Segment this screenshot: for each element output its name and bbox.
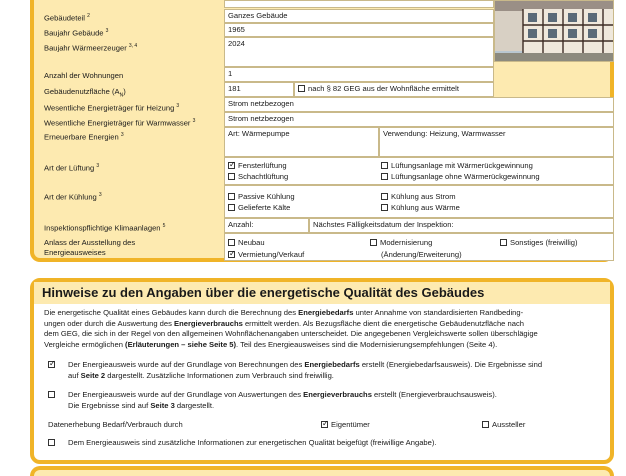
option-label: Schachtlüftung [238, 172, 289, 181]
area-option-label: nach § 82 GEG aus der Wohnfläche ermittelt [308, 84, 459, 93]
zusatzinfo-text: Dem Energieausweis sind zusätzliche Informationen zur energetischen Qualität beigefügt (freiwillige Angabe). [68, 438, 437, 447]
option-label: Lüftungsanlage ohne Wärmerückgewinnung [391, 172, 540, 181]
option-label: Lüftungsanlage mit Wärmerückgewinnung [391, 161, 533, 170]
checkbox[interactable] [228, 173, 235, 180]
option-label: Modernisierung [380, 238, 433, 247]
verbrauchsausweis-text-2 [68, 401, 214, 412]
label-warmwasser: Wesentliche Energieträger für Warmwasser [44, 118, 191, 128]
value-erneuerbare-verwendung: Verwendung: Heizung, Warmwasser [379, 127, 614, 157]
option-zusatzinfo[interactable] [48, 438, 58, 449]
option-label: Gelieferte Kälte [238, 203, 291, 212]
text: dem GEG, die sich in der Regel von den allgemeinen Wohnflächenangaben unterscheidet. Die angegebenen Vergleichswerte sollen überschlägige [44, 329, 538, 338]
label-lueftung: Art der Lüftung [44, 163, 95, 173]
text: dargestellt. Zusätzliche Informationen zum Verbrauch sind freiwillig. [105, 371, 334, 380]
para-line [44, 340, 604, 351]
next-section-frame [30, 466, 614, 476]
label-klimaanlagen: Inspektionspflichtige Klimaanlagen [44, 223, 161, 233]
text: Der Energieausweis wurde auf der Grundlage von Berechnungen des [68, 360, 305, 369]
text: dargestellt. [174, 401, 215, 410]
checkbox[interactable] [381, 173, 388, 180]
sub: N [119, 92, 124, 99]
option-sonstiges[interactable] [500, 238, 578, 247]
verbrauchsausweis-text-1 [68, 390, 497, 401]
label-gebaeudeteil: Gebäudeteil [44, 13, 85, 23]
notes-title: Hinweise zu den Angaben über die energetische Qualität des Gebäudes [34, 282, 610, 304]
option-label: Aussteller [492, 420, 526, 429]
option-passive-kuehlung[interactable] [228, 192, 295, 201]
option-kuehlung-strom[interactable] [381, 192, 456, 201]
kuehlung-options [224, 185, 614, 218]
label-anlass-1: Anlass der Ausstellung des [44, 238, 136, 247]
checkbox[interactable] [500, 239, 507, 246]
option-label: Neubau [238, 238, 265, 247]
para-line [44, 308, 604, 319]
checkbox[interactable] [48, 391, 55, 398]
text: auf [68, 371, 81, 380]
label-anzahl-wohnungen: Anzahl der Wohnungen [44, 71, 124, 80]
text: unter Annahme von standardisierten Randbeding- [353, 308, 524, 317]
notes-paragraph [44, 308, 604, 350]
sup: 3 [120, 132, 124, 138]
checkbox[interactable] [48, 439, 55, 446]
sup: 3 [98, 192, 102, 198]
bedarfsausweis-text-2 [68, 371, 334, 382]
text: Vergleiche ermöglichen [44, 339, 126, 349]
text: erstellt (Energiebedarfsausweis). Die Ergebnisse sind [359, 360, 543, 369]
option-gelieferte-kaelte[interactable] [228, 203, 290, 212]
text-bold: Energieverbrauchs [174, 318, 243, 328]
checkbox[interactable] [228, 204, 235, 211]
checkbox[interactable] [228, 193, 235, 200]
house-photo-image [495, 1, 614, 62]
option-schachtlueftung[interactable] [228, 172, 288, 181]
option-lueftungsanlage-mit[interactable] [381, 161, 533, 170]
option-label: Fensterlüftung [238, 161, 287, 170]
label-erneuerbare: Erneuerbare Energien [44, 132, 119, 142]
sup: 3 [192, 118, 196, 124]
checkbox[interactable] [370, 239, 377, 246]
label-heizung: Wesentliche Energieträger für Heizung [44, 103, 175, 113]
building-photo [494, 0, 614, 62]
option-label: Vermietung/Verkauf [238, 250, 305, 259]
option-lueftungsanlage-ohne[interactable] [381, 172, 540, 181]
text-bold: Energiebedarfs [304, 360, 360, 369]
option-fensterlueftung[interactable] [228, 161, 287, 170]
checkbox[interactable] [482, 421, 489, 428]
survey-label: Datenerhebung Bedarf/Verbrauch durch [48, 420, 183, 429]
label-baujahr-waermeerzeuger: Baujahr Wärmeerzeuger [44, 43, 127, 53]
value-baujahr-waermeerzeuger: 2024 [224, 37, 494, 67]
value-klima-faelligkeit: Nächstes Fälligkeitsdatum der Inspektion: [309, 218, 614, 233]
value-nutzflaeche: 181 [224, 82, 294, 97]
para-line [44, 329, 604, 340]
text-bold: (Erläuterungen – siehe Seite 5) [125, 339, 237, 349]
text: Die Ergebnisse sind auf [68, 401, 151, 410]
para-line [44, 319, 604, 330]
text: ungen oder durch die Auswertung des [44, 318, 175, 328]
text-bold: Seite 3 [150, 401, 175, 410]
text-bold: Seite 2 [80, 371, 106, 380]
option-verbrauchsausweis[interactable] [48, 390, 58, 401]
option-label: Kühlung aus Strom [391, 192, 456, 201]
text: Die energetische Qualität eines Gebäudes kann durch die Berechnung des [44, 308, 299, 317]
option-vermietung-verkauf[interactable] [228, 250, 304, 259]
option-label: Eigentümer [331, 420, 370, 429]
value-baujahr-gebaeude: 1965 [224, 23, 494, 37]
value-anzahl-wohnungen: 1 [224, 67, 494, 82]
sup: 3 [96, 163, 100, 169]
sup: 3, 4 [128, 43, 138, 49]
checkbox[interactable] [228, 162, 235, 169]
label-kuehlung: Art der Kühlung [44, 192, 97, 202]
value-erneuerbare-art: Art: Wärmepumpe [224, 127, 379, 157]
label-anlass-2: Energieausweises [44, 248, 106, 257]
text-bold: Energieverbrauchs [303, 390, 372, 399]
value-klima-anzahl: Anzahl: [224, 218, 309, 233]
checkbox[interactable] [48, 361, 55, 368]
option-kuehlung-waerme[interactable] [381, 203, 460, 212]
top-partial-cell [224, 0, 494, 8]
option-label: Passive Kühlung [238, 192, 295, 201]
option-aussteller[interactable] [482, 420, 525, 431]
option-modernisierung-sub: (Änderung/Erweiterung) [381, 250, 462, 259]
option-eigentuemer[interactable] [321, 420, 370, 431]
sup: 3 [105, 28, 109, 34]
checkbox[interactable] [381, 204, 388, 211]
option-label: Kühlung aus Wärme [391, 203, 460, 212]
label-end: ) [123, 87, 126, 96]
text: Der Energieausweis wurde auf der Grundlage von Auswertungen des [68, 390, 304, 399]
sup: 2 [87, 13, 90, 19]
checkbox[interactable] [381, 193, 388, 200]
option-modernisierung[interactable] [370, 238, 432, 247]
sup: 5 [162, 223, 166, 229]
checkbox[interactable] [321, 421, 328, 428]
checkbox-area-gegs82[interactable] [298, 85, 305, 92]
label-nutzflaeche: Gebäudenutzfläche (A [44, 87, 120, 96]
text: ermittelt werden. Als Bezugsfläche dient die energetische Gebäudenutzfläche nach [242, 318, 524, 328]
text: . Teil des Energieausweises sind die Modernisierungsempfehlungen (Seite 4). [236, 339, 498, 349]
checkbox[interactable] [228, 239, 235, 246]
label-baujahr-gebaeude: Baujahr Gebäude [44, 28, 104, 38]
text: erstellt (Energieverbrauchsausweis). [371, 390, 497, 399]
checkbox[interactable] [381, 162, 388, 169]
option-neubau[interactable] [228, 238, 265, 247]
value-gebaeudeteil: Ganzes Gebäude [224, 9, 494, 23]
sup: 3 [176, 103, 180, 109]
text-bold: Energiebedarfs [298, 308, 354, 317]
value-heizung: Strom netzbezogen [224, 97, 614, 112]
value-warmwasser: Strom netzbezogen [224, 112, 614, 127]
bedarfsausweis-text-1 [68, 360, 542, 371]
option-label: Sonstiges (freiwillig) [510, 238, 578, 247]
checkbox[interactable] [228, 251, 235, 258]
area-option-cell [294, 82, 494, 97]
option-bedarfsausweis[interactable] [48, 360, 58, 371]
